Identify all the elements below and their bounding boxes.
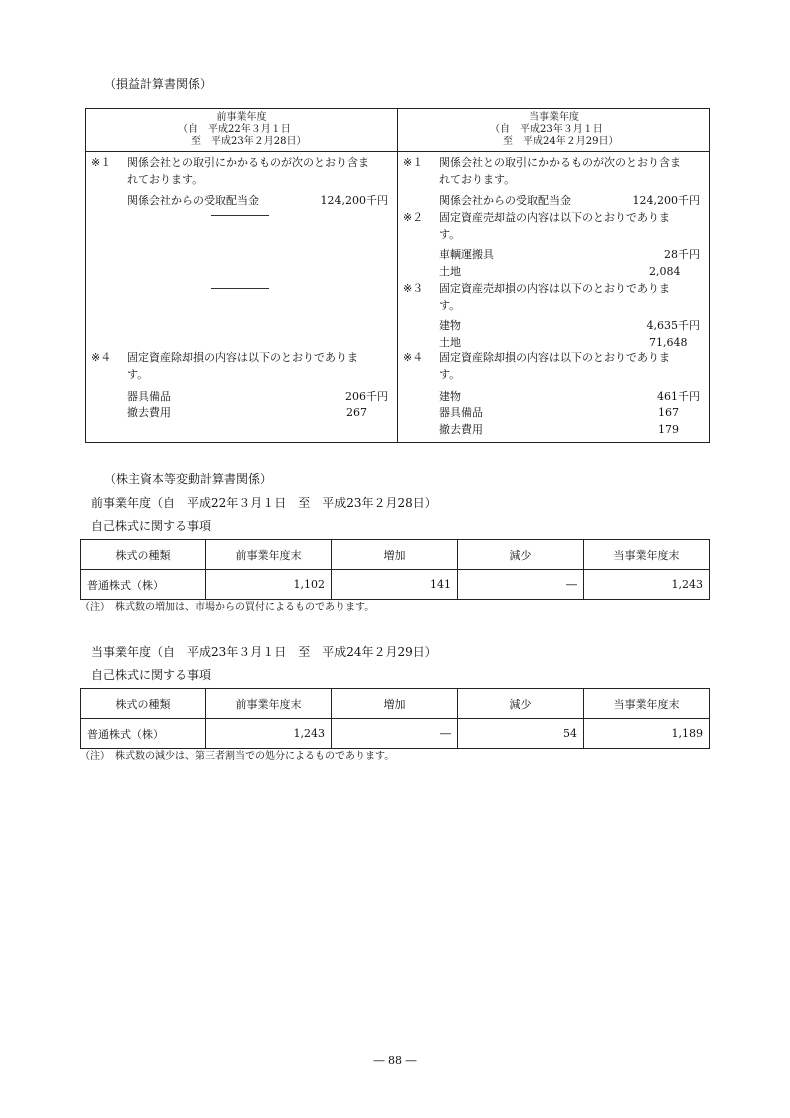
header-share-type: 株式の種類 [81, 689, 206, 719]
header-increase: 増加 [332, 689, 458, 719]
prev-year-title: 前事業年度 [216, 112, 267, 123]
pl-column-divider [397, 108, 398, 443]
prev-equity-period: 前事業年度（自 平成22年３月１日 至 平成23年２月28日） [91, 496, 437, 510]
curr-note4-item-value: 461千円 [657, 390, 700, 403]
curr-note4-mark: ※４ [403, 351, 424, 364]
curr-note4-item-value: 179 [658, 423, 679, 436]
curr-equity-note: （注） 株式数の減少は、第三者割当での処分によるものであります。 [80, 751, 395, 762]
prev-equity-note: （注） 株式数の増加は、市場からの買付によるものであります。 [80, 602, 375, 613]
curr-year-from: （自 平成23年３月１日 [490, 124, 603, 135]
curr-note3-item-label: 建物 [439, 319, 461, 332]
prev-year-to: 至 平成23年２月28日） [191, 136, 307, 147]
prev-note2-blank-dash [211, 215, 269, 216]
curr-note2-text-line2: す。 [439, 228, 461, 241]
prev-note1-item-value: 124,200千円 [320, 194, 388, 207]
curr-note4-item-label: 建物 [439, 390, 461, 403]
header-prev-year-end: 前事業年度末 [206, 689, 332, 719]
header-share-type: 株式の種類 [81, 540, 206, 570]
curr-note2-text-line1: 固定資産売却益の内容は以下のとおりでありま [439, 211, 670, 224]
curr-note1-text-line1: 関係会社との取引にかかるものが次のとおり含ま [439, 156, 681, 169]
cell-increase: 141 [332, 570, 458, 600]
header-decrease: 減少 [458, 540, 584, 570]
table-row [81, 719, 710, 749]
header-curr-year-end: 当事業年度末 [584, 689, 710, 719]
curr-year-title: 当事業年度 [529, 112, 579, 123]
curr-note3-text-line2: す。 [439, 299, 461, 312]
prev-note1-text-line1: 関係会社との取引にかかるものが次のとおり含ま [127, 156, 369, 169]
prev-note1-mark: ※１ [91, 156, 112, 169]
prev-note4-item-value: 206千円 [345, 390, 388, 403]
curr-note4-text-line1: 固定資産除却損の内容は以下のとおりでありま [439, 351, 670, 364]
curr-note3-text-line1: 固定資産売却損の内容は以下のとおりでありま [439, 282, 670, 295]
header-curr-year-end: 当事業年度末 [584, 540, 710, 570]
curr-note2-item-label: 車輌運搬具 [439, 248, 494, 261]
curr-note2-mark: ※２ [403, 211, 424, 224]
curr-note2-item-value: 28千円 [664, 248, 700, 261]
curr-year-to: 至 平成24年２月29日） [503, 136, 619, 147]
prev-note1-item-label: 関係会社からの受取配当金 [127, 194, 259, 207]
cell-curr-year-end: 1,243 [584, 570, 710, 600]
header-decrease: 減少 [458, 689, 584, 719]
curr-note4-item-value: 167 [658, 406, 679, 419]
curr-note3-item-value: 4,635千円 [646, 319, 700, 332]
curr-note2-item-value: 2,084 [649, 265, 681, 278]
curr-note3-item-value: 71,648 [649, 336, 688, 349]
prev-note4-item-value: 267 [346, 406, 367, 419]
curr-note4-text-line2: す。 [439, 368, 461, 381]
prev-note4-text-line2: す。 [127, 368, 149, 381]
table-row [81, 570, 710, 600]
prev-note4-item-label: 撤去費用 [127, 406, 171, 419]
curr-note1-mark: ※１ [403, 156, 424, 169]
prev-treasury-stock-table [80, 539, 710, 600]
cell-decrease: ― [458, 570, 584, 600]
header-increase: 増加 [332, 540, 458, 570]
cell-increase: ― [332, 719, 458, 749]
page-number: ― 88 ― [373, 1054, 417, 1067]
curr-note4-item-label: 器具備品 [439, 406, 483, 419]
header-prev-year-end: 前事業年度末 [206, 540, 332, 570]
curr-note1-item-label: 関係会社からの受取配当金 [439, 194, 571, 207]
cell-share-type: 普通株式（株） [81, 719, 206, 749]
curr-note1-text-line2: れております。 [439, 173, 516, 186]
prev-note3-blank-dash [211, 288, 269, 289]
curr-equity-period: 当事業年度（自 平成23年３月１日 至 平成24年２月29日） [91, 645, 437, 659]
cell-prev-year-end: 1,102 [206, 570, 332, 600]
curr-equity-subtitle: 自己株式に関する事項 [91, 668, 212, 682]
curr-note2-item-label: 土地 [439, 265, 461, 278]
curr-treasury-stock-table [80, 688, 710, 749]
prev-note4-item-label: 器具備品 [127, 390, 171, 403]
prev-note1-text-line2: れております。 [127, 173, 204, 186]
pl-section-heading: （損益計算書関係） [104, 77, 213, 91]
table-header-row [81, 689, 710, 719]
prev-equity-subtitle: 自己株式に関する事項 [91, 519, 212, 533]
equity-section-heading: （株主資本等変動計算書関係） [104, 472, 273, 486]
curr-note1-item-value: 124,200千円 [632, 194, 700, 207]
cell-curr-year-end: 1,189 [584, 719, 710, 749]
table-header-row [81, 540, 710, 570]
cell-decrease: 54 [458, 719, 584, 749]
prev-year-from: （自 平成22年３月１日 [178, 124, 291, 135]
curr-note3-item-label: 土地 [439, 336, 461, 349]
prev-note4-mark: ※４ [91, 351, 112, 364]
cell-share-type: 普通株式（株） [81, 570, 206, 600]
curr-note3-mark: ※３ [403, 282, 424, 295]
prev-note4-text-line1: 固定資産除却損の内容は以下のとおりでありま [127, 351, 358, 364]
curr-note4-item-label: 撤去費用 [439, 423, 483, 436]
cell-prev-year-end: 1,243 [206, 719, 332, 749]
